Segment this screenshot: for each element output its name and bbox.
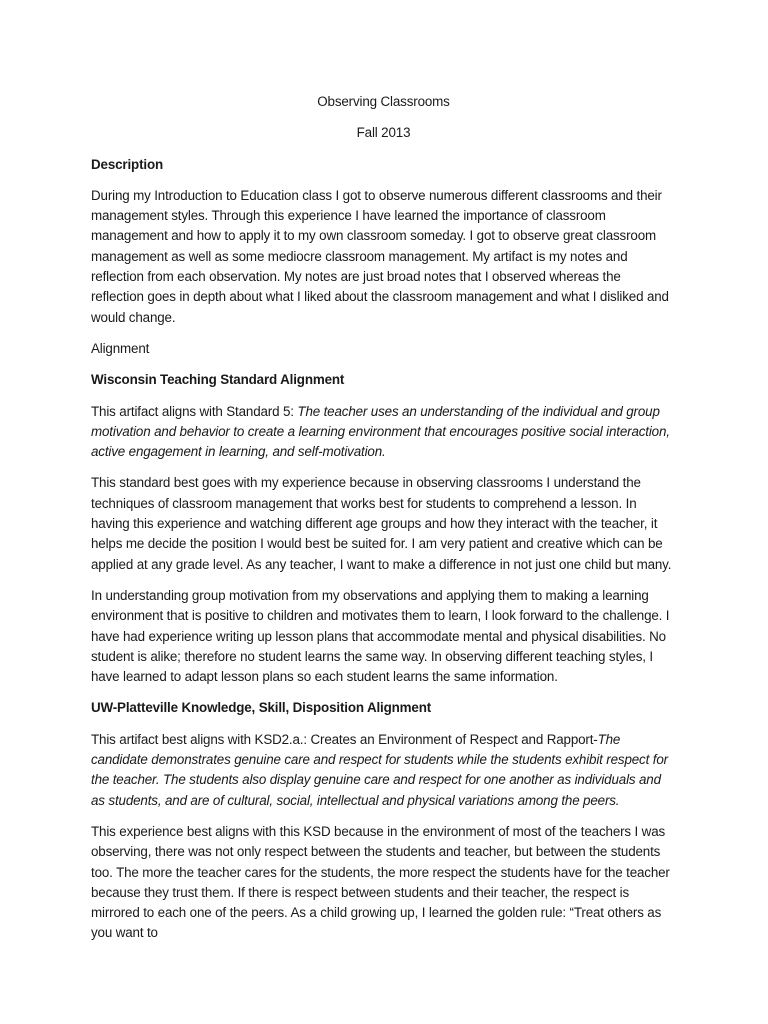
ksd-reflection-paragraph: This experience best aligns with this KSD because in the environment of most of the teachers I was observing, there was not only respect between the students and teacher, but between the students too. The more the teacher cares for the students, the more respect the students have for the teacher because they trust them. If there is respect between students and their teacher, the respect is mirrored to each one of the peers. As a child growing up, I learned the golden rule: “Treat others as you want to bbox=[91, 823, 670, 941]
standard-reflection-paragraph-1: This standard best goes with my experience because in observing classrooms I understand the techniques of classroom management that works best for students to comprehend a lesson. In having this experience and watching different age groups and how they interact with the teacher, it helps me decide the position I would best be suited for. I am very patient and creative which can be applied at any grade level. As any teacher, I want to make a difference in not just one child but many. bbox=[91, 475, 672, 572]
document-term: Fall 2013 bbox=[356, 125, 411, 141]
document-title: Observing Classrooms bbox=[317, 94, 450, 109]
standard-reflection-paragraph-2: In understanding group motivation from my observations and applying them to making a learning environment that is positive to children and motivates them to learn, I look forward to the challenge. I have had experience writing up lesson plans that accommodate mental and physical disabilities. No student is alike; therefore no student learns the same way. In observing different teaching styles, I have learned to adapt lesson plans so each student learns the same information. bbox=[91, 587, 670, 685]
ksd-quote-paragraph bbox=[91, 730, 676, 811]
standard-quote-text: The teacher uses an understanding of the individual and group motivation and behavior to create a learning environment that encourages positive social interaction, active engagement in learning, and self-motivation. bbox=[91, 403, 670, 460]
wisconsin-standard-heading: Wisconsin Teaching Standard Alignment bbox=[91, 372, 345, 388]
uwp-alignment-heading: UW-Platteville Knowledge, Skill, Disposition Alignment bbox=[91, 700, 432, 716]
description-heading: Description bbox=[91, 156, 164, 172]
ksd-quote-text: The candidate demonstrates genuine care and respect for students while the students exhibit respect for the teacher. The students also display genuine care and respect for one another as individuals and as students, and are of cultural, social, intellectual and physical variations among the peers. bbox=[91, 731, 668, 808]
description-paragraph: During my Introduction to Education class I got to observe numerous different classrooms and their management styles. Through this experience I have learned the importance of classroom management and how to apply it to my own classroom someday. I got to observe great classroom management as well as some mediocre classroom management. My artifact is my notes and reflection from each observation. My notes are just broad notes that I observed whereas the reflection goes in depth about what I liked about the classroom management and what I disliked and would change. bbox=[91, 187, 669, 325]
standard-intro-text: This artifact aligns with Standard 5: bbox=[91, 403, 298, 419]
standard-quote-paragraph bbox=[91, 402, 676, 463]
alignment-heading: Alignment bbox=[91, 340, 150, 356]
ksd-intro-text: This artifact best aligns with KSD2.a.: Creates an Environment of Respect and Rapport- bbox=[91, 731, 598, 747]
